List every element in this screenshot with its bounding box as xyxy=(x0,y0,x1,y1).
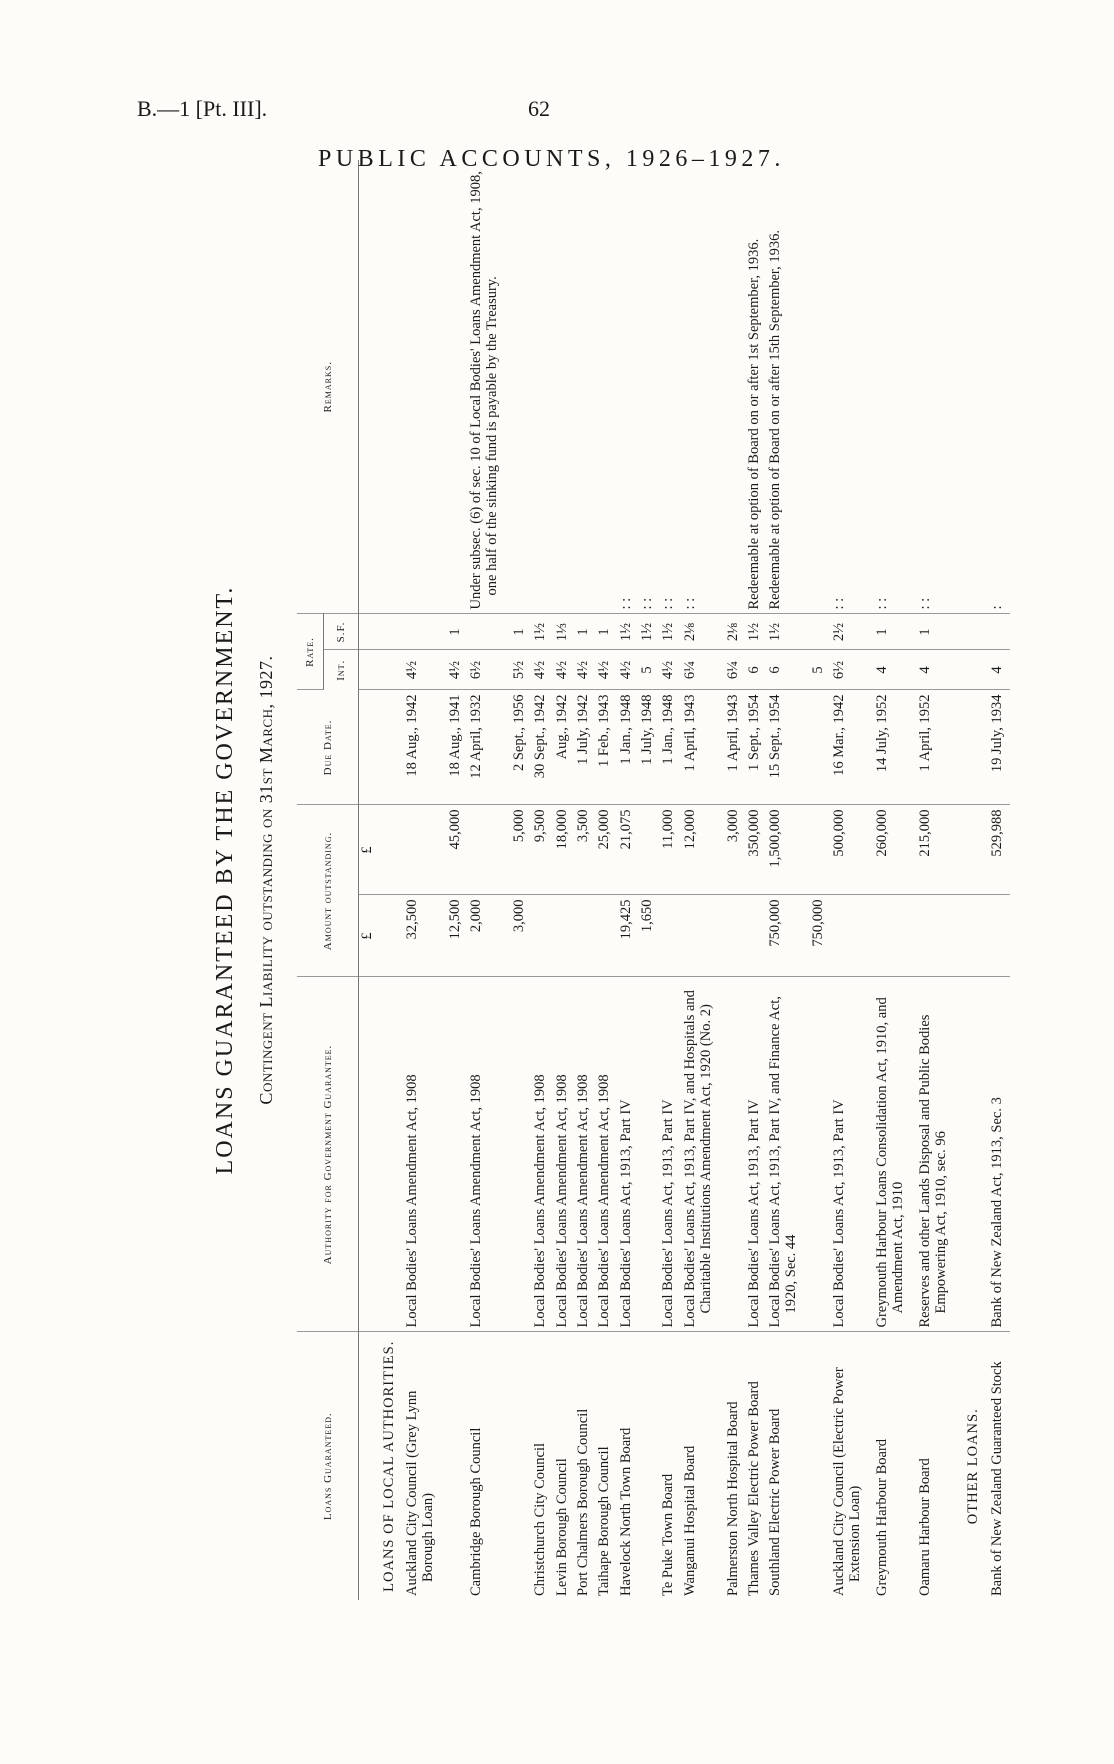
part-amount xyxy=(831,895,874,977)
due-date: 19 July, 1934 xyxy=(989,690,1010,805)
loan-name: Auckland City Council (Electric Power Extension Loan) xyxy=(831,1367,864,1596)
loan-name: Southland Electric Power Board xyxy=(767,1408,784,1596)
part-amount xyxy=(596,895,617,977)
authority-text: Local Bodies' Loans Act, 1913, Part IV, and Finance Act, 1920, Sec. 44 xyxy=(767,977,810,1332)
due-date: Aug., 1942 xyxy=(554,690,575,805)
remarks-text: : : xyxy=(618,160,639,614)
part-amount: 19,425 xyxy=(618,895,639,977)
authority-text: Local Bodies' Loans Amendment Act, 1908 xyxy=(575,977,596,1332)
authority-text: Local Bodies' Loans Act, 1913, Part IV xyxy=(618,977,639,1332)
col-due-header: Due Date. xyxy=(297,690,359,805)
col-sf-header: S.F. xyxy=(324,614,359,650)
remarks-text xyxy=(810,160,831,614)
total-amount: 260,000 xyxy=(874,805,917,895)
page-number: 62 xyxy=(528,96,550,121)
table-row xyxy=(917,160,960,1600)
part-amount: 1,650 xyxy=(639,895,660,977)
total-amount: 500,000 xyxy=(831,805,874,895)
col-authority-header: Authority for Government Guarantee. xyxy=(297,977,359,1332)
authority-text: Local Bodies' Loans Amendment Act, 1908 xyxy=(532,977,553,1332)
remarks-text: : : xyxy=(639,160,660,614)
authority-text xyxy=(725,977,746,1332)
authority-text xyxy=(447,977,468,1332)
sinking-fund-rate xyxy=(989,614,1010,650)
sinking-fund-rate: 1½ xyxy=(767,614,810,650)
table-row xyxy=(874,160,917,1600)
total-amount: 18,000 xyxy=(554,805,575,895)
due-date: 12 April, 1932 xyxy=(468,690,511,805)
loan-name xyxy=(447,1332,468,1600)
remarks-text: Redeemable at option of Board on or after 1st September, 1936. xyxy=(746,160,767,614)
part-amount xyxy=(874,895,917,977)
part-amount xyxy=(575,895,596,977)
table-row xyxy=(682,160,725,1600)
authority-text: Local Bodies' Loans Amendment Act, 1908 xyxy=(468,977,511,1332)
total-amount xyxy=(639,805,660,895)
due-date: 14 July, 1952 xyxy=(874,690,917,805)
due-date: 1 April, 1952 xyxy=(917,690,960,805)
part-amount xyxy=(746,895,767,977)
sinking-fund-rate: 1½ xyxy=(532,614,553,650)
table-row xyxy=(746,160,767,1600)
part-amount xyxy=(660,895,681,977)
remarks-text xyxy=(511,160,532,614)
section-heading-other: OTHER LOANS. xyxy=(965,1408,982,1525)
total-amount xyxy=(468,805,511,895)
interest-rate: 4 xyxy=(989,650,1010,690)
loan-name: Auckland City Council (Grey Lynn Borough Loan) xyxy=(404,1390,437,1596)
due-date: 1 July, 1942 xyxy=(575,690,596,805)
loan-name xyxy=(810,1332,831,1600)
due-date: 15 Sept., 1954 xyxy=(767,690,810,805)
loan-name: Bank of New Zealand Guaranteed Stock xyxy=(988,1361,1005,1596)
sinking-fund-rate: 1 xyxy=(917,614,960,650)
part-amount: 750,000 xyxy=(767,895,810,977)
due-date: 1 July, 1948 xyxy=(639,690,660,805)
section-heading-local: LOANS OF LOCAL AUTHORITIES. xyxy=(381,1340,397,1592)
part-amount xyxy=(917,895,960,977)
table-row xyxy=(639,160,660,1600)
total-amount: 11,000 xyxy=(660,805,681,895)
part-amount: 32,500 xyxy=(404,895,447,977)
table-row xyxy=(575,160,596,1600)
interest-rate: 6½ xyxy=(468,650,511,690)
table-row xyxy=(511,160,532,1600)
part-amount xyxy=(725,895,746,977)
interest-rate: 5½ xyxy=(511,650,532,690)
table-row xyxy=(831,160,874,1600)
due-date: 16 Mar., 1942 xyxy=(831,690,874,805)
col-remarks-header: Remarks. xyxy=(297,160,359,614)
table-row xyxy=(767,160,810,1600)
interest-rate: 4½ xyxy=(575,650,596,690)
interest-rate: 6½ xyxy=(831,650,874,690)
authority-text xyxy=(810,977,831,1332)
remarks-text xyxy=(596,160,617,614)
authority-text: Local Bodies' Loans Act, 1913, Part IV, and Hospitals and Charitable Institutions Amendment Act, 1920 (No. 2) xyxy=(682,977,725,1332)
remarks-text xyxy=(725,160,746,614)
interest-rate: 4½ xyxy=(618,650,639,690)
remarks-text: : : xyxy=(831,160,874,614)
col-amount-header: Amount outstanding. xyxy=(297,805,359,977)
loan-name xyxy=(639,1332,660,1600)
due-date: 18 Aug., 1941 xyxy=(447,690,468,805)
interest-rate: 4½ xyxy=(554,650,575,690)
table-title: LOANS GUARANTEED BY THE GOVERNMENT. xyxy=(212,585,238,1175)
due-date: 1 Jan., 1948 xyxy=(618,690,639,805)
remarks-text: : xyxy=(989,160,1010,614)
section-title: PUBLIC ACCOUNTS, 1926–1927. xyxy=(318,146,785,172)
loan-name: Te Puke Town Board xyxy=(660,1473,677,1596)
loan-name: Oamaru Harbour Board xyxy=(916,1458,933,1596)
interest-rate: 6¼ xyxy=(682,650,725,690)
sinking-fund-rate: 2⅛ xyxy=(682,614,725,650)
loan-name xyxy=(511,1332,532,1600)
due-date: 1 Jan., 1948 xyxy=(660,690,681,805)
currency-symbol: £ xyxy=(359,805,376,895)
remarks-text: : : xyxy=(917,160,960,614)
total-amount xyxy=(404,805,447,895)
document-reference: B.—1 [Pt. III]. xyxy=(137,96,268,121)
part-amount: 2,000 xyxy=(468,895,511,977)
total-amount: 3,500 xyxy=(575,805,596,895)
table-row xyxy=(447,160,468,1600)
total-amount: 9,500 xyxy=(532,805,553,895)
sinking-fund-rate: 1½ xyxy=(639,614,660,650)
table-row xyxy=(660,160,681,1600)
interest-rate: 4½ xyxy=(660,650,681,690)
due-date: 1 April, 1943 xyxy=(682,690,725,805)
interest-rate: 4½ xyxy=(404,650,447,690)
sinking-fund-rate xyxy=(468,614,511,650)
total-amount: 3,000 xyxy=(725,805,746,895)
total-amount xyxy=(810,805,831,895)
total-amount: 1,500,000 xyxy=(767,805,810,895)
loan-name: Port Chalmers Borough Council xyxy=(575,1408,592,1596)
sinking-fund-rate: 1½ xyxy=(746,614,767,650)
total-amount: 12,000 xyxy=(682,805,725,895)
part-amount xyxy=(554,895,575,977)
sinking-fund-rate xyxy=(404,614,447,650)
total-amount: 529,988 xyxy=(989,805,1010,895)
authority-text: Local Bodies' Loans Act, 1913, Part IV xyxy=(746,977,767,1332)
loan-name: Cambridge Borough Council xyxy=(468,1427,485,1596)
sinking-fund-rate: 1 xyxy=(575,614,596,650)
due-date: 30 Sept., 1942 xyxy=(532,690,553,805)
sinking-fund-rate: 1 xyxy=(447,614,468,650)
due-date: 1 Sept., 1954 xyxy=(746,690,767,805)
sinking-fund-rate: 2⅛ xyxy=(725,614,746,650)
part-amount xyxy=(989,895,1010,977)
part-amount xyxy=(682,895,725,977)
table-row xyxy=(532,160,553,1600)
col-rate-header: Rate. xyxy=(297,614,324,690)
part-amount: 750,000 xyxy=(810,895,831,977)
sinking-fund-rate: 1½ xyxy=(660,614,681,650)
interest-rate: 5 xyxy=(639,650,660,690)
interest-rate: 6¼ xyxy=(725,650,746,690)
authority-text: Local Bodies' Loans Amendment Act, 1908 xyxy=(404,977,447,1332)
sinking-fund-rate: 1 xyxy=(874,614,917,650)
table-row xyxy=(554,160,575,1600)
due-date: 1 Feb., 1943 xyxy=(596,690,617,805)
table-row xyxy=(989,160,1010,1600)
interest-rate: 4½ xyxy=(447,650,468,690)
table-row xyxy=(468,160,511,1600)
authority-text: Local Bodies' Loans Act, 1913, Part IV xyxy=(831,977,874,1332)
authority-text: Greymouth Harbour Loans Consolidation Act, 1910, and Amendment Act, 1910 xyxy=(874,977,917,1332)
interest-rate: 4½ xyxy=(596,650,617,690)
table-row xyxy=(810,160,831,1600)
remarks-text: : : xyxy=(682,160,725,614)
remarks-text xyxy=(404,160,447,614)
remarks-text xyxy=(554,160,575,614)
due-date: 1 April, 1943 xyxy=(725,690,746,805)
interest-rate: 4½ xyxy=(532,650,553,690)
sinking-fund-rate: 1⅓ xyxy=(554,614,575,650)
rotated-table-block xyxy=(200,160,1010,1600)
remarks-text: Redeemable at option of Board on or after 15th September, 1936. xyxy=(767,160,810,614)
sinking-fund-rate: 1½ xyxy=(618,614,639,650)
remarks-text: Under subsec. (6) of sec. 10 of Local Bodies' Loans Amendment Act, 1908, one half of the sinking fund is payable by the Treasury. xyxy=(468,160,511,614)
loan-name: Greymouth Harbour Board xyxy=(873,1438,890,1596)
interest-rate: 6 xyxy=(767,650,810,690)
sinking-fund-rate: 2½ xyxy=(831,614,874,650)
total-amount: 350,000 xyxy=(746,805,767,895)
total-amount: 5,000 xyxy=(511,805,532,895)
interest-rate: 5 xyxy=(810,650,831,690)
interest-rate: 4 xyxy=(917,650,960,690)
part-amount: 12,500 xyxy=(447,895,468,977)
table-row xyxy=(725,160,746,1600)
authority-text xyxy=(511,977,532,1332)
total-amount: 21,075 xyxy=(618,805,639,895)
remarks-text: : : xyxy=(874,160,917,614)
table-body xyxy=(359,160,1011,1600)
part-amount: 3,000 xyxy=(511,895,532,977)
loan-name: Havelock North Town Board xyxy=(617,1427,634,1596)
due-date xyxy=(810,690,831,805)
loan-name: Thames Valley Electric Power Board xyxy=(745,1381,762,1596)
interest-rate: 4 xyxy=(874,650,917,690)
loan-name: Christchurch City Council xyxy=(532,1442,549,1596)
authority-text: Local Bodies' Loans Amendment Act, 1908 xyxy=(554,977,575,1332)
col-int-header: Int. xyxy=(324,650,359,690)
loan-name: Taihape Borough Council xyxy=(596,1446,613,1596)
authority-text: Local Bodies' Loans Amendment Act, 1908 xyxy=(596,977,617,1332)
loan-name: Palmerston North Hospital Board xyxy=(724,1401,741,1596)
due-date: 18 Aug., 1942 xyxy=(404,690,447,805)
loans-table xyxy=(297,160,1010,1600)
col-loans-header: Loans Guaranteed. xyxy=(297,1332,359,1600)
remarks-text xyxy=(575,160,596,614)
table-row xyxy=(404,160,447,1600)
remarks-text xyxy=(532,160,553,614)
loan-name: Levin Borough Council xyxy=(553,1458,570,1596)
table-subtitle: Contingent Liability outstanding on 31st March, 1927. xyxy=(256,655,276,1105)
interest-rate: 6 xyxy=(746,650,767,690)
total-amount: 215,000 xyxy=(917,805,960,895)
currency-symbol: £ xyxy=(359,895,376,977)
table-row xyxy=(596,160,617,1600)
sinking-fund-rate: 1 xyxy=(511,614,532,650)
remarks-text xyxy=(447,160,468,614)
table-row xyxy=(618,160,639,1600)
part-amount xyxy=(532,895,553,977)
authority-text: Reserves and other Lands Disposal and Public Bodies Empowering Act, 1910, sec. 96 xyxy=(917,977,960,1332)
total-amount: 25,000 xyxy=(596,805,617,895)
authority-text: Local Bodies' Loans Act, 1913, Part IV xyxy=(660,977,681,1332)
total-amount: 45,000 xyxy=(447,805,468,895)
remarks-text: : : xyxy=(660,160,681,614)
sinking-fund-rate: 1 xyxy=(596,614,617,650)
loan-name: Wanganui Hospital Board xyxy=(681,1445,698,1596)
authority-text xyxy=(639,977,660,1332)
authority-text: Bank of New Zealand Act, 1913, Sec. 3 xyxy=(989,977,1010,1332)
due-date: 2 Sept., 1956 xyxy=(511,690,532,805)
sinking-fund-rate xyxy=(810,614,831,650)
